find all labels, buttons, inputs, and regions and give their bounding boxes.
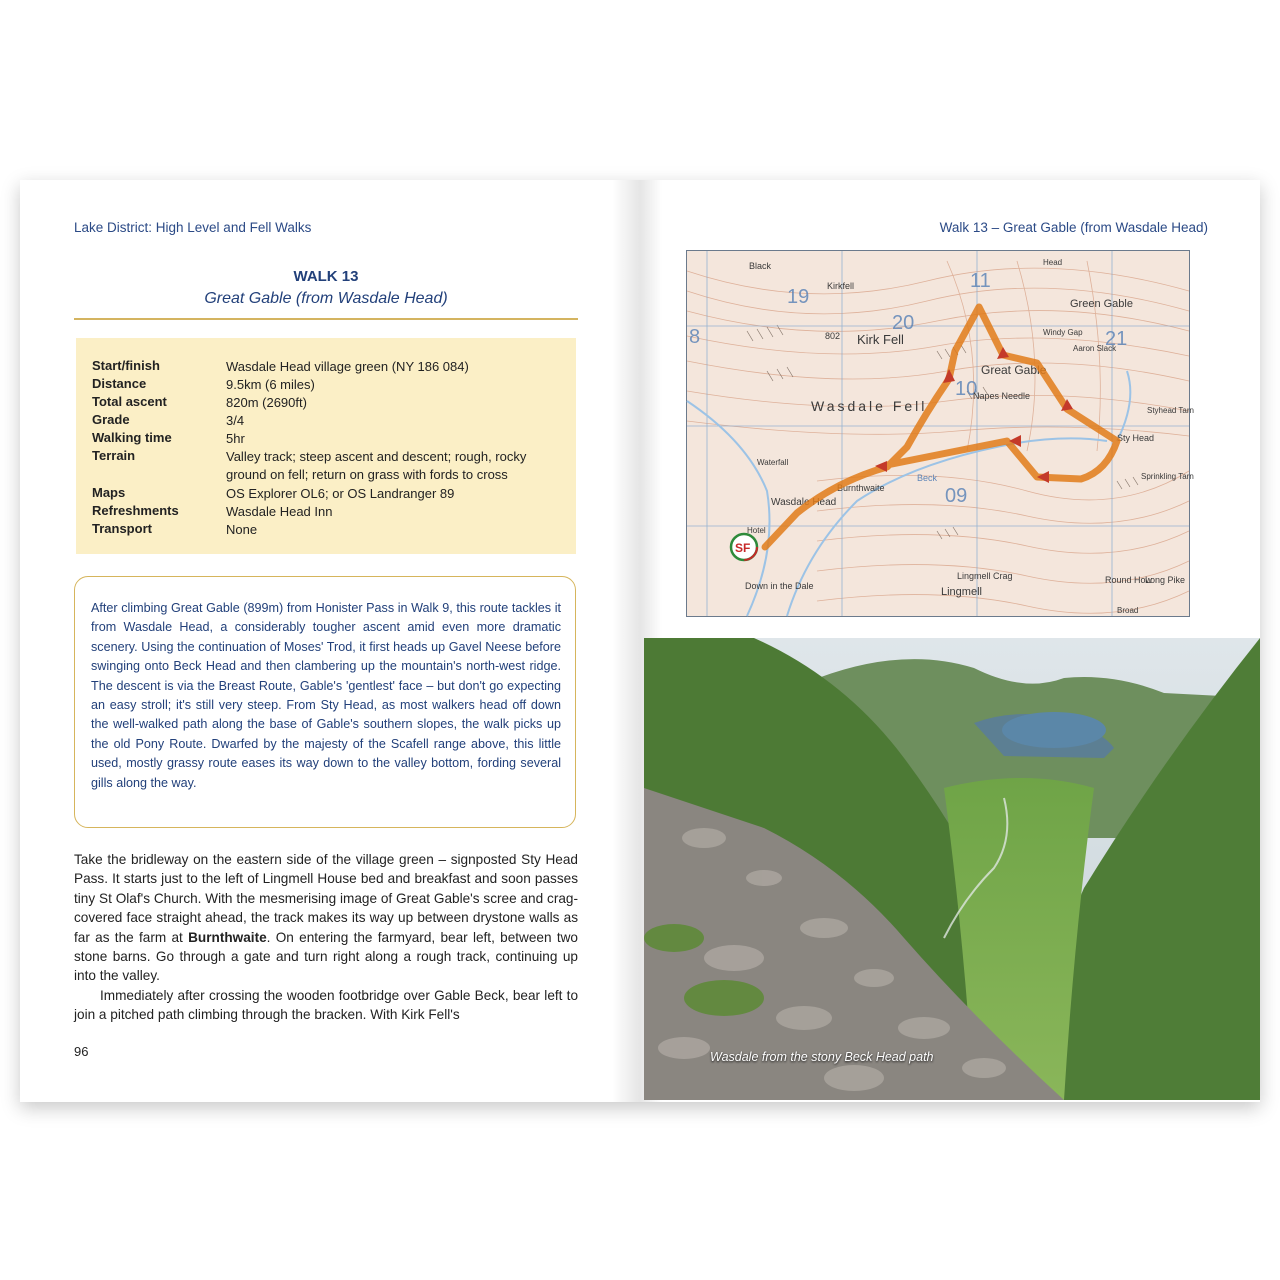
place-label: Kirk Fell	[857, 332, 904, 347]
info-value: 3/4	[226, 413, 245, 428]
place-label: Styhead Tarn	[1147, 406, 1194, 415]
place-label: Lingmell Crag	[957, 571, 1013, 581]
map-svg	[687, 251, 1194, 616]
place-label: Wasdale Fell	[811, 398, 928, 414]
grid-label: 10	[955, 378, 978, 400]
place-label: Beck	[917, 473, 938, 483]
place-label: Hotel	[747, 526, 766, 535]
place-label: 802	[825, 331, 841, 341]
start-finish-label: SF	[735, 541, 751, 555]
place-label: Black	[749, 261, 772, 271]
route-map	[686, 250, 1194, 617]
place-label: Napes Needle	[973, 391, 1031, 401]
walk-info-box	[76, 338, 576, 554]
intro-box	[74, 576, 576, 828]
place-label: Windy Gap	[1043, 328, 1083, 337]
info-label: Distance	[92, 376, 147, 391]
place-label: Wasdale Head	[771, 497, 837, 508]
place-name-bold: Burnthwaite	[188, 929, 267, 945]
running-head: Walk 13 – Great Gable (from Wasdale Head)	[939, 220, 1208, 235]
place-label: Burnthwaite	[837, 483, 885, 493]
info-label: Walking time	[92, 430, 172, 445]
walk-number: WALK 13	[293, 268, 359, 285]
photo-illustration	[644, 638, 1260, 1100]
grid-label: 09	[945, 485, 968, 507]
place-label: Great Gable	[981, 363, 1047, 377]
page-number: 96	[74, 1044, 89, 1059]
grid-label: 8	[689, 326, 701, 348]
info-value: 9.5km (6 miles)	[226, 377, 315, 392]
grid-label: 20	[892, 312, 915, 334]
info-label: Start/finish	[92, 358, 160, 373]
info-value: 820m (2690ft)	[226, 395, 307, 410]
info-value: None	[226, 522, 258, 537]
place-label: Aaron Slack	[1073, 344, 1117, 353]
place-label: Waterfall	[757, 458, 789, 467]
info-value: Valley track; steep ascent and descent; rough, rocky ground on fell; return on grass with fords to cross	[226, 449, 527, 483]
place-label: Round How	[1105, 575, 1153, 585]
info-label: Grade	[92, 412, 130, 427]
walk-title: Great Gable (from Wasdale Head)	[204, 290, 448, 307]
grid-label: 11	[970, 270, 991, 292]
info-label: Total ascent	[92, 394, 167, 409]
body-text-run: . On entering the farmyard, bear left, between two stone barns. Go through a gate and turn right along a rough track, continuing up into the valley.	[74, 929, 578, 984]
place-label: Down in the Dale	[745, 581, 814, 591]
place-label: Long Pike	[1145, 575, 1186, 585]
gutter-shadow	[612, 180, 640, 1102]
info-label: Refreshments	[92, 503, 179, 518]
left-page	[20, 180, 640, 1102]
body-text-run: Take the bridleway on the eastern side of the village green – signposted Sty Head Pass. It starts just to the left of Lingmell House bed and breakfast and soon passes tiny St Olaf's Church. With the mesmerising image of Great Gable's scree and crag-covered face straight ahead, the track makes its way up between drystone walls as far as the farm at	[74, 852, 578, 945]
info-label: Maps	[92, 485, 126, 500]
title-divider	[74, 318, 578, 320]
running-head: Lake District: High Level and Fell Walks	[74, 220, 312, 235]
body-paragraph	[74, 850, 578, 986]
place-label: Broad	[1117, 606, 1139, 615]
info-value: OS Explorer OL6; or OS Landranger 89	[226, 486, 455, 501]
info-label: Terrain	[92, 448, 136, 463]
place-label: Sprinkling Tarn	[1141, 472, 1194, 481]
photo-caption: Wasdale from the stony Beck Head path	[710, 1050, 934, 1064]
place-label: Kirkfell	[827, 281, 855, 291]
grid-label: 19	[787, 286, 810, 308]
landscape-photo	[644, 638, 1260, 1100]
intro-text: After climbing Great Gable (899m) from Honister Pass in Walk 9, this route tackles it from Wasdale Head, a considerably tougher ascent amid even more dramatic scenery. Using the continuation of Moses' Trod, it first heads up Gavel Neese before swinging onto Beck Head and then clambering up the mountain's north-west ridge. The descent is via the Breast Route, Gable's 'gentlest' face – but don't go expecting an easy stroll; it's still very steep. From Sty Head, as most walkers head off down the well-walked path along the base of Gable's southern slopes, the walk picks up the old Pony Route. Dwarfed by the majesty of the Scafell range above, this little used, mostly grassy route eases its way down to the valley bottom, fording several gills along the way.	[91, 601, 561, 790]
info-value: 5hr	[226, 431, 245, 446]
place-label: Lingmell	[941, 586, 982, 598]
place-label: Head	[1043, 258, 1063, 267]
route-description	[74, 850, 578, 1025]
info-value: Wasdale Head Inn	[226, 504, 333, 519]
start-finish-marker	[731, 534, 757, 560]
info-label: Transport	[92, 521, 152, 536]
body-paragraph: Immediately after crossing the wooden footbridge over Gable Beck, bear left to join a pitched path climbing through the bracken. With Kirk Fell's	[74, 987, 578, 1023]
grid-label: 21	[1105, 328, 1128, 350]
info-value: Wasdale Head village green (NY 186 084)	[226, 359, 469, 374]
place-label: Sty Head	[1117, 433, 1155, 443]
place-label: Green Gable	[1070, 298, 1133, 310]
